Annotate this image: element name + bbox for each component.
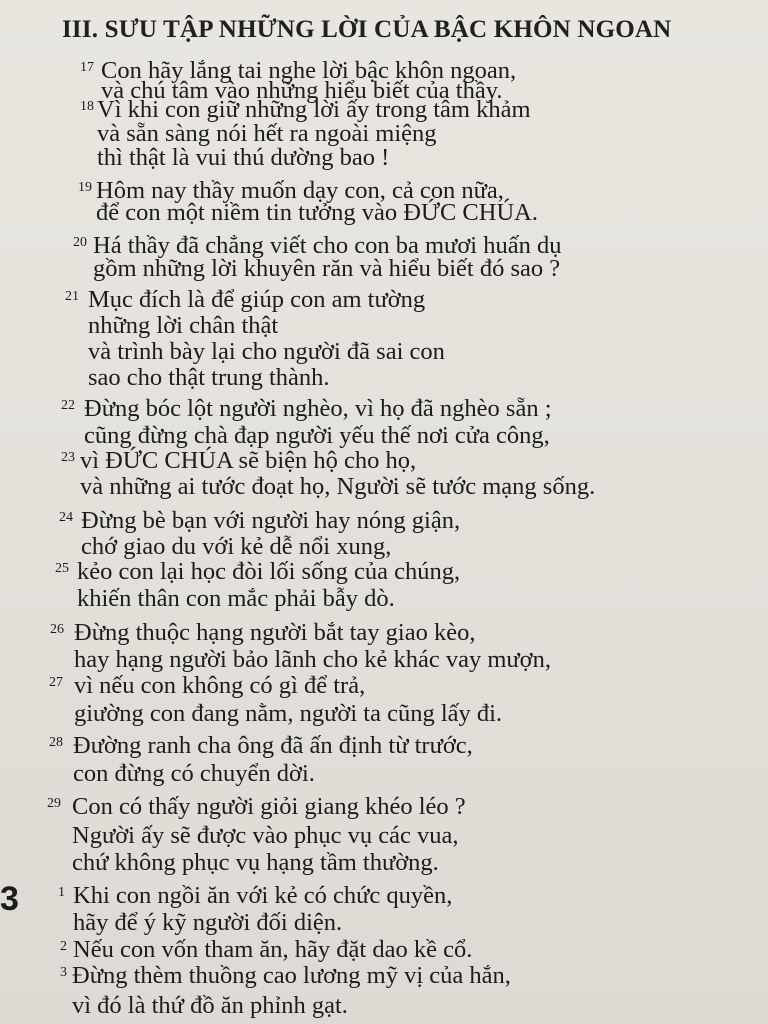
- verse-number: 17: [80, 60, 94, 75]
- verse-line: cũng đừng chà đạp người yếu thế nơi cửa công,: [84, 422, 550, 449]
- verse-line: chớ giao du với kẻ dễ nổi xung,: [81, 533, 392, 560]
- verse-line: kẻo con lại học đòi lối sống của chúng,: [77, 558, 461, 585]
- verse-line: Mục đích là để giúp con am tường: [88, 286, 426, 313]
- verse-line: và sẵn sàng nói hết ra ngoài miệng: [97, 120, 437, 147]
- verse-line: Đừng thèm thuồng cao lương mỹ vị của hắn,: [72, 962, 511, 989]
- verse-line: Nếu con vốn tham ăn, hãy đặt dao kề cổ.: [73, 936, 473, 963]
- verse-line: và chú tâm vào những hiểu biết của thầy.: [101, 77, 503, 104]
- verse-line: những lời chân thật: [88, 312, 279, 339]
- verse-number: 29: [47, 796, 61, 811]
- verse-number: 27: [49, 675, 63, 690]
- verse-number: 24: [59, 510, 73, 525]
- verse-number: 19: [78, 180, 92, 195]
- verse-line: Khi con ngồi ăn với kẻ có chức quyền,: [73, 882, 453, 909]
- verse-line: thì thật là vui thú dường bao !: [97, 144, 390, 171]
- verse-line: và trình bày lại cho người đã sai con: [88, 338, 445, 365]
- verse-line: Đừng bóc lột người nghèo, vì họ đã nghèo sẵn ;: [84, 395, 552, 422]
- verse-line: và những ai tước đoạt họ, Người sẽ tước mạng sống.: [80, 473, 596, 500]
- verse-line: chứ không phục vụ hạng tầm thường.: [72, 849, 439, 876]
- verse-number: 3: [60, 965, 67, 980]
- verse-number: 2: [60, 939, 67, 954]
- verse-line: vì nếu con không có gì để trả,: [74, 672, 366, 699]
- verse-line: sao cho thật trung thành.: [88, 364, 330, 391]
- verse-line: khiến thân con mắc phải bẫy dò.: [77, 585, 395, 612]
- verse-number: 1: [58, 885, 65, 900]
- verse-line: vì đó là thứ đồ ăn phỉnh gạt.: [72, 992, 348, 1019]
- verse-number: 26: [50, 622, 64, 637]
- verse-line: vì ĐỨC CHÚA sẽ biện hộ cho họ,: [80, 447, 417, 474]
- verse-number: 25: [55, 561, 69, 576]
- verse-line: Đừng bè bạn với người hay nóng giận,: [81, 507, 461, 534]
- section-heading: III. SƯU TẬP NHỮNG LỜI CỦA BẬC KHÔN NGOAN: [62, 16, 672, 43]
- chapter-number: 3: [0, 880, 19, 918]
- verse-line: Há thầy đã chẳng viết cho con ba mươi huấn dụ: [93, 232, 562, 259]
- verse-line: Người ấy sẽ được vào phục vụ các vua,: [72, 822, 459, 849]
- verse-line: Đừng thuộc hạng người bắt tay giao kèo,: [74, 619, 476, 646]
- verse-number: 23: [61, 450, 75, 465]
- verse-line: giường con đang nằm, người ta cũng lấy đi.: [74, 700, 503, 727]
- verse-number: 21: [65, 289, 79, 304]
- verse-number: 22: [61, 398, 75, 413]
- verse-line: gồm những lời khuyên răn và hiểu biết đó sao ?: [93, 255, 561, 282]
- verse-number: 18: [80, 99, 94, 114]
- verse-line: Con hãy lắng tai nghe lời bậc khôn ngoan,: [101, 57, 517, 84]
- verse-line: con đừng có chuyển dời.: [73, 760, 315, 787]
- verse-line: để con một niềm tin tưởng vào ĐỨC CHÚA.: [96, 199, 538, 226]
- verse-line: hay hạng người bảo lãnh cho kẻ khác vay mượn,: [74, 646, 552, 673]
- verse-line: Con có thấy người giỏi giang khéo léo ?: [72, 793, 466, 820]
- verse-line: Hôm nay thầy muốn dạy con, cả con nữa,: [96, 177, 504, 204]
- verse-line: Đường ranh cha ông đã ấn định từ trước,: [73, 732, 473, 759]
- verse-number: 28: [49, 735, 63, 750]
- verse-number: 20: [73, 235, 87, 250]
- verse-line: hãy để ý kỹ người đối diện.: [73, 909, 343, 936]
- verse-line: Vì khi con giữ những lời ấy trong tâm khảm: [97, 96, 531, 123]
